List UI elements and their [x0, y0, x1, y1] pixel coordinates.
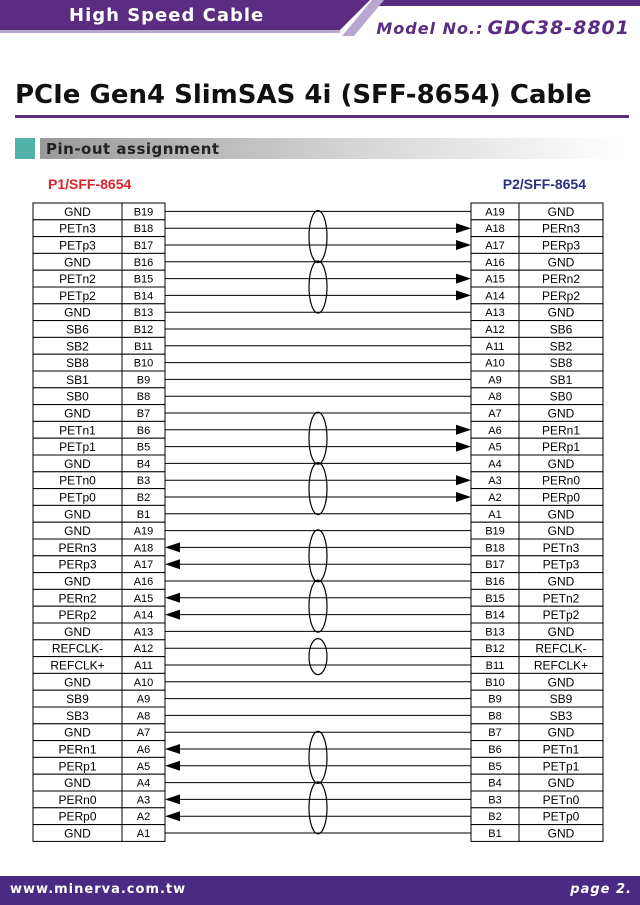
twisted-pair-marker [309, 463, 327, 515]
p2-pin-number: B16 [485, 576, 505, 588]
table-row [33, 371, 165, 388]
arrow-left-icon [165, 593, 180, 603]
p1-pin-number: A11 [134, 660, 153, 672]
p1-signal-name: SB8 [66, 356, 89, 371]
title-underline [15, 115, 629, 118]
p2-pin-number: A7 [488, 408, 502, 420]
table-row [471, 623, 603, 640]
table-row [33, 623, 165, 640]
p1-pin-number: B13 [133, 307, 154, 320]
table-row [471, 724, 603, 741]
p2-signal-name: PETp1 [542, 759, 580, 774]
p2-signal-name: PERp0 [541, 490, 581, 505]
p2-pin-number: B13 [485, 626, 505, 639]
table-row [33, 808, 165, 825]
twisted-pair-marker [309, 731, 327, 783]
p1-pin-number: A4 [136, 777, 151, 790]
twisted-pair-marker [309, 782, 327, 834]
table-row [471, 640, 603, 657]
p1-signal-name: PETn3 [59, 221, 96, 236]
p2-pin-number: B14 [485, 609, 505, 622]
p2-pin-number: B5 [488, 760, 502, 773]
table-row [471, 690, 603, 707]
arrow-left-icon [165, 811, 180, 821]
p1-pin-number: B14 [133, 290, 154, 303]
p1-pin-number: A2 [136, 811, 151, 824]
twisted-pair-marker [309, 580, 327, 632]
table-row [33, 573, 165, 590]
table-row [33, 220, 165, 237]
arrow-left-icon [165, 542, 180, 552]
p2-signal-name: PERn1 [541, 423, 581, 438]
table-row [33, 287, 165, 304]
p2-pin-number: B3 [488, 794, 502, 807]
p1-pin-number: A9 [136, 693, 151, 706]
p2-pin-number: B2 [488, 811, 502, 824]
p1-signal-name: PERn2 [58, 591, 97, 606]
p2-pin-number: A4 [488, 458, 502, 471]
p2-pin-number: B4 [488, 777, 502, 790]
twisted-pair-marker [309, 211, 327, 263]
connector-p2-label: P2/SFF-8654 [502, 176, 586, 192]
table-row [33, 337, 165, 354]
p1-signal-name: GND [64, 524, 91, 539]
p1-signal-name: PETn0 [59, 473, 96, 488]
p2-signal-name: SB3 [549, 708, 573, 723]
table-row [33, 657, 165, 674]
p2-pin-number: B12 [485, 643, 505, 656]
p2-pin-number: A19 [485, 206, 505, 219]
p1-pin-number: B7 [136, 408, 151, 420]
p1-signal-name: PETn2 [59, 272, 96, 287]
table-row [33, 724, 165, 741]
p1-pin-number: B17 [133, 240, 154, 252]
p1-pin-number: B11 [134, 340, 153, 353]
table-row [33, 589, 165, 606]
p1-pin-number: A8 [136, 710, 151, 723]
p2-signal-name: GND [547, 776, 575, 791]
table-row [471, 539, 603, 556]
p2-signal-name: GND [547, 305, 575, 320]
table-row [33, 203, 165, 220]
table-row [33, 354, 165, 371]
p1-pin-number: B5 [136, 441, 151, 454]
p2-pin-number: A8 [488, 391, 502, 404]
p2-pin-number: A17 [485, 240, 505, 252]
p2-pin-number: A14 [485, 290, 505, 303]
table-row [33, 640, 165, 657]
p1-pin-number: B10 [133, 357, 154, 370]
p2-signal-name: SB6 [549, 322, 573, 337]
table-row [33, 421, 165, 438]
p1-signal-name: SB6 [66, 322, 89, 337]
twisted-pair-marker [309, 261, 327, 313]
table-row [33, 522, 165, 539]
arrow-left-icon [165, 794, 180, 804]
table-row [33, 505, 165, 522]
twisted-pair-marker [309, 412, 327, 464]
table-row [33, 774, 165, 791]
table-row [471, 472, 603, 489]
p1-signal-name: PERp3 [58, 557, 97, 572]
p1-signal-name: GND [64, 776, 91, 791]
p2-pin-number: B19 [485, 525, 505, 538]
table-row [471, 774, 603, 791]
p1-signal-name: PERp1 [58, 759, 97, 774]
table-row [33, 253, 165, 270]
table-row [471, 237, 603, 254]
p1-signal-name: SB2 [66, 339, 89, 354]
table-row [471, 421, 603, 438]
p1-pin-number: A13 [133, 626, 154, 639]
p2-pin-number: A5 [488, 441, 502, 454]
p2-pin-number: B18 [485, 542, 505, 555]
p1-signal-name: PETp0 [59, 490, 96, 505]
p1-pin-number: A17 [133, 559, 154, 572]
table-row [471, 505, 603, 522]
table-row [471, 405, 603, 422]
p1-pin-number: B12 [133, 324, 154, 336]
table-row [33, 741, 165, 758]
p1-signal-name: GND [64, 725, 91, 740]
p1-signal-name: SB1 [66, 372, 89, 387]
p1-signal-name: GND [64, 255, 91, 270]
p2-signal-name: SB2 [549, 339, 573, 354]
p1-signal-name: GND [64, 624, 91, 639]
p1-signal-name: SB3 [66, 708, 89, 723]
p1-signal-name: SB0 [66, 389, 89, 404]
pair-markers [309, 211, 327, 834]
p1-pin-number: A16 [133, 576, 154, 588]
p2-pin-number: A1 [488, 508, 502, 521]
table-row [471, 808, 603, 825]
table-row [33, 556, 165, 573]
table-row [471, 220, 603, 237]
p1-pin-number: B8 [136, 391, 151, 404]
table-row [471, 741, 603, 758]
table-row [471, 673, 603, 690]
p2-signal-name: PETp0 [542, 809, 580, 824]
p1-pin-number: A12 [133, 643, 154, 656]
p1-signal-name: PETn1 [59, 423, 96, 438]
p2-signal-name: PETp2 [542, 608, 580, 623]
p1-pin-number: B4 [136, 458, 151, 471]
p2-pin-number: B1 [488, 828, 502, 840]
arrow-left-icon [165, 744, 180, 754]
header-title: High Speed Cable [69, 5, 265, 26]
p2-signal-name: GND [547, 255, 575, 270]
table-row [471, 757, 603, 774]
p2-signal-name: GND [547, 204, 575, 219]
p2-pin-number: A16 [485, 256, 505, 269]
p1-pin-number: B1 [136, 508, 151, 521]
p2-signal-name: PETn3 [542, 540, 580, 555]
arrow-left-icon [165, 761, 180, 771]
p2-signal-name: GND [547, 507, 575, 522]
table-row [33, 304, 165, 321]
arrow-right-icon [456, 442, 471, 452]
arrow-right-icon [456, 475, 471, 485]
footer-bar [0, 876, 640, 905]
p2-signal-name: PETn1 [542, 742, 580, 757]
p1-signal-name: PERn0 [58, 792, 97, 807]
p2-table [471, 203, 603, 841]
p1-pin-number: B18 [133, 223, 154, 236]
table-row [33, 489, 165, 506]
p1-signal-name: PETp1 [59, 440, 96, 455]
table-row [471, 657, 603, 674]
connector-p1-label: P1/SFF-8654 [48, 176, 132, 192]
p2-pin-number: A2 [488, 492, 502, 504]
arrow-right-icon [456, 240, 471, 250]
p1-pin-number: A10 [133, 676, 154, 689]
p1-pin-number: B3 [136, 475, 151, 488]
table-row [471, 304, 603, 321]
model-number-value: GDC38-8801 [487, 17, 630, 39]
p1-pin-number: B2 [136, 492, 151, 504]
p2-signal-name: PERn2 [541, 272, 581, 287]
table-row [33, 673, 165, 690]
table-row [471, 203, 603, 220]
arrow-right-icon [456, 274, 471, 284]
table-row [471, 825, 603, 842]
arrow-left-icon [165, 559, 180, 569]
table-row [471, 489, 603, 506]
p2-signal-name: SB0 [549, 389, 573, 404]
table-row [471, 573, 603, 590]
footer-page-number: page 2. [570, 882, 632, 897]
p2-signal-name: PETn2 [542, 591, 580, 606]
p2-pin-number: A15 [485, 273, 505, 286]
p1-pin-number: A3 [136, 794, 151, 807]
table-row [471, 287, 603, 304]
p2-signal-name: GND [547, 725, 575, 740]
p1-pin-number: B16 [133, 256, 154, 269]
p1-pin-number: A19 [133, 525, 154, 538]
table-row [471, 388, 603, 405]
p2-signal-name: GND [547, 524, 575, 539]
section-title: Pin-out assignment [46, 140, 220, 158]
p1-signal-name: GND [64, 456, 91, 471]
table-row [33, 539, 165, 556]
table-row [33, 825, 165, 842]
p2-signal-name: PERn3 [541, 221, 581, 236]
p2-pin-number: A13 [485, 307, 505, 320]
model-number-label: Model No.: [376, 19, 484, 38]
table-row [33, 388, 165, 405]
p2-signal-name: PETn0 [542, 792, 580, 807]
wires [165, 211, 471, 833]
arrow-right-icon [456, 290, 471, 300]
p1-pin-number: B15 [133, 273, 154, 286]
p2-pin-number: A6 [488, 424, 502, 437]
table-row [471, 707, 603, 724]
table-row [33, 237, 165, 254]
table-row [471, 589, 603, 606]
table-row [471, 438, 603, 455]
p1-signal-name: GND [64, 826, 91, 841]
p1-pin-number: B9 [136, 374, 151, 387]
twisted-pair-marker [309, 530, 327, 582]
p1-pin-number: A18 [133, 542, 154, 555]
p2-pin-number: B8 [488, 710, 502, 723]
table-row [33, 707, 165, 724]
p2-signal-name: PETp3 [542, 557, 580, 572]
table-row [471, 253, 603, 270]
p2-signal-name: PERp2 [541, 288, 581, 303]
table-row [471, 337, 603, 354]
p2-signal-name: GND [547, 826, 575, 841]
p2-signal-name: GND [547, 456, 575, 471]
p2-signal-name: PERn0 [541, 473, 581, 488]
p1-signal-name: GND [64, 204, 91, 219]
p1-signal-name: PETp3 [59, 238, 96, 253]
p2-pin-number: B9 [488, 693, 502, 706]
table-row [471, 354, 603, 371]
p1-signal-name: GND [64, 305, 91, 320]
p2-pin-number: A9 [488, 374, 502, 387]
table-row [471, 556, 603, 573]
table-row [33, 270, 165, 287]
table-row [33, 405, 165, 422]
p2-pin-number: A18 [485, 223, 505, 236]
p1-pin-number: A6 [136, 744, 151, 756]
p1-signal-name: PERn3 [58, 540, 97, 555]
table-row [471, 522, 603, 539]
arrow-left-icon [165, 610, 180, 620]
table-row [33, 321, 165, 338]
p2-pin-number: B11 [485, 660, 505, 672]
p2-pin-number: B7 [488, 727, 502, 740]
table-row [471, 371, 603, 388]
p1-signal-name: GND [64, 406, 91, 421]
table-row [471, 321, 603, 338]
p1-pin-number: B6 [136, 424, 151, 437]
p1-pin-number: A7 [136, 727, 151, 740]
p2-signal-name: GND [547, 624, 575, 639]
p2-signal-name: SB8 [549, 356, 573, 371]
p2-signal-name: SB9 [549, 692, 573, 707]
p1-signal-name: PETp2 [59, 288, 96, 303]
table-row [33, 690, 165, 707]
model-number [376, 17, 630, 39]
table-row [33, 438, 165, 455]
p2-pin-number: B17 [485, 559, 505, 572]
p2-signal-name: REFCLK+ [533, 658, 589, 673]
table-row [471, 606, 603, 623]
p2-signal-name: PERp3 [541, 238, 581, 253]
p2-signal-name: GND [547, 675, 575, 690]
table-row [471, 455, 603, 472]
p1-pin-number: A5 [136, 760, 151, 773]
pinout-diagram [0, 195, 640, 845]
table-row [471, 270, 603, 287]
table-row [33, 757, 165, 774]
p2-pin-number: B15 [485, 592, 505, 605]
p2-signal-name: REFCLK- [535, 641, 587, 656]
twisted-pair-marker [309, 639, 327, 675]
arrow-right-icon [456, 223, 471, 233]
p2-signal-name: PERp1 [541, 440, 581, 455]
arrow-right-icon [456, 425, 471, 435]
page-title: PCIe Gen4 SlimSAS 4i (SFF-8654) Cable [15, 80, 592, 110]
table-row [471, 791, 603, 808]
p1-table [33, 203, 165, 841]
footer-website: www.minerva.com.tw [10, 882, 187, 897]
table-row [33, 791, 165, 808]
p1-signal-name: PERp0 [58, 809, 97, 824]
arrow-right-icon [456, 492, 471, 502]
p2-pin-number: A3 [488, 475, 502, 488]
section-marker [15, 138, 35, 159]
table-row [33, 472, 165, 489]
p2-pin-number: A11 [485, 340, 505, 353]
p2-pin-number: A12 [485, 324, 505, 336]
p2-signal-name: GND [547, 406, 575, 421]
p1-signal-name: REFCLK+ [50, 658, 105, 673]
table-row [33, 455, 165, 472]
p1-signal-name: GND [64, 574, 91, 589]
p1-pin-number: A14 [133, 609, 154, 622]
p2-pin-number: B10 [485, 676, 505, 689]
p1-pin-number: B19 [133, 206, 154, 219]
p1-pin-number: A1 [136, 828, 151, 840]
p2-pin-number: B6 [488, 744, 502, 756]
p1-pin-number: A15 [133, 592, 154, 605]
p2-signal-name: SB1 [549, 372, 573, 387]
p1-signal-name: GND [64, 675, 91, 690]
p1-signal-name: PERn1 [58, 742, 97, 757]
p1-signal-name: SB9 [66, 692, 89, 707]
p1-signal-name: GND [64, 507, 91, 522]
p2-pin-number: A10 [485, 357, 505, 370]
table-row [33, 606, 165, 623]
p1-signal-name: PERp2 [58, 608, 97, 623]
p1-signal-name: REFCLK- [51, 641, 104, 656]
p2-signal-name: GND [547, 574, 575, 589]
